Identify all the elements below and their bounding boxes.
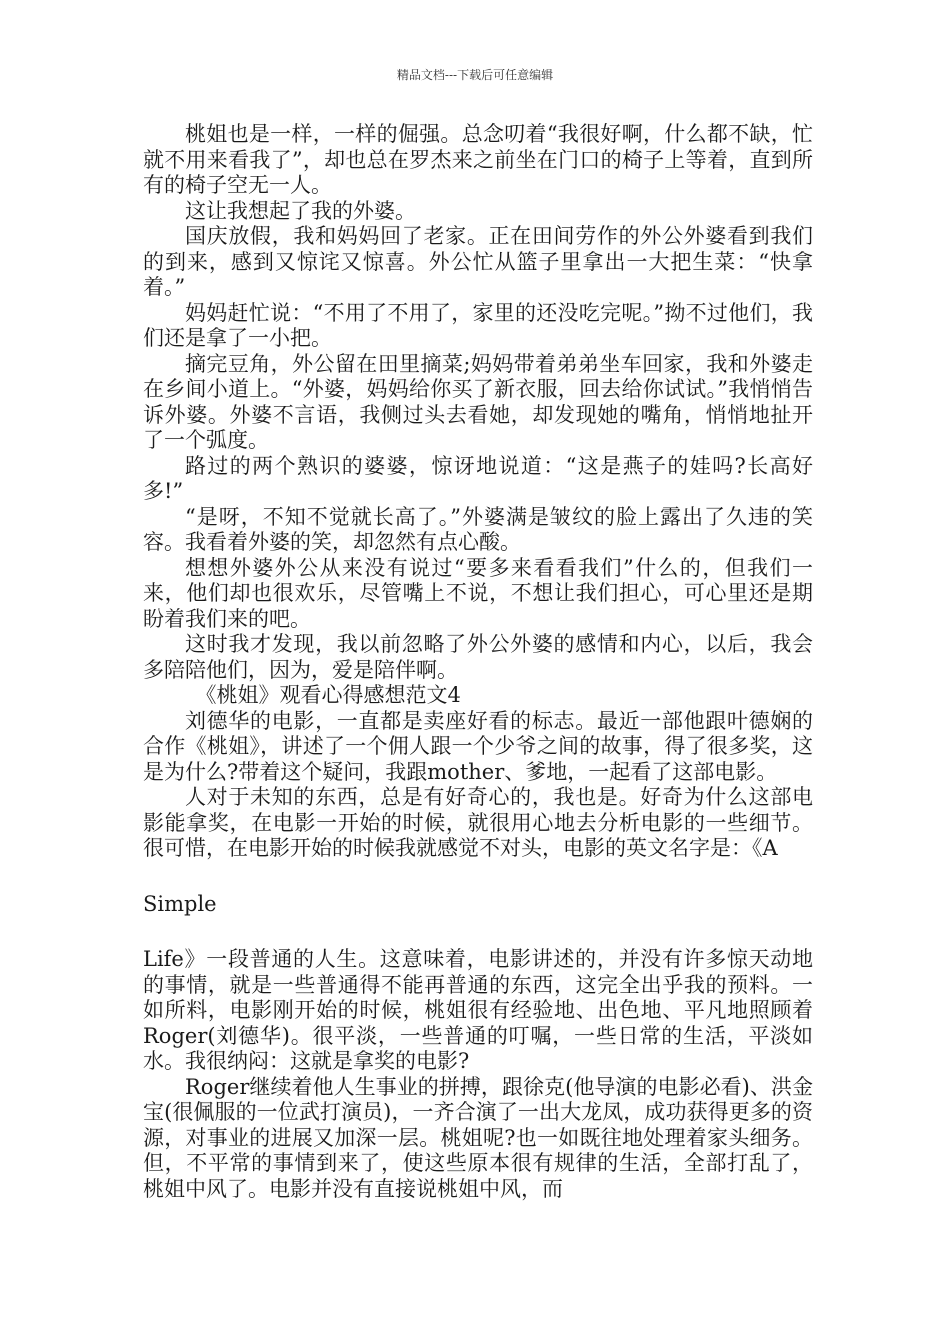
paragraph: 这让我想起了我的外婆。	[185, 198, 416, 223]
article-body	[143, 122, 813, 1202]
paragraph: 桃姐也是一样，一样的倔强。总念叨着“我很好啊，什么都不缺，忙就不用来看我了”，却也总在罗杰来之前坐在门口的椅子上等着，直到所有的椅子空无一人。	[143, 122, 813, 197]
paragraph: 这时我才发现，我以前忽略了外公外婆的感情和内心，以后，我会多陪陪他们，因为，爱是陪伴啊。	[143, 632, 813, 682]
paragraph: Roger继续着他人生事业的拼搏，跟徐克(他导演的电影必看)、洪金宝(很佩服的一位武打演员)，一齐合演了一出大龙凤，成功获得更多的资源，对事业的进展又加深一层。桃姐呢?也一如既往地处理着家头细务。但，不平常的事情到来了，使这些原本很有规律的生活，全部打乱了，桃姐中风了。电影并没有直接说桃姐中风，而	[143, 1074, 813, 1201]
paragraph: 想想外婆外公从来没有说过“要多来看看我们”什么的，但我们一来，他们却也很欢乐，尽管嘴上不说，不想让我们担心，可心里还是期盼着我们来的吧。	[143, 555, 813, 631]
paragraph: Life》一段普通的人生。这意味着，电影讲述的，并没有许多惊天动地的事情，就是一些普通得不能再普通的东西，这完全出乎我的预料。一如所料，电影刚开始的时候，桃姐很有经验地、出色地、平凡地照顾着Roger(刘德华)。很平淡，一些普通的叮嘱，一些日常的生活，平淡如水。我很纳闷：这就是拿奖的电影?	[143, 947, 813, 1073]
paragraph: 刘德华的电影，一直都是卖座好看的标志。最近一部他跟叶德娴的合作《桃姐》，讲述了一个佣人跟一个少爷之间的故事，得了很多奖，这是为什么?带着这个疑问，我跟mother、爹地，一起看了这部电影。	[143, 708, 813, 784]
section-title: 《桃姐》观看心得感想范文4	[195, 683, 461, 707]
paragraph: 摘完豆角，外公留在田里摘菜;妈妈带着弟弟坐车回家，我和外婆走在乡间小道上。“外婆，妈妈给你买了新衣服，回去给你试试。”我悄悄告诉外婆。外婆不言语，我侧过头去看她，却发现她的嘴角，悄悄地扯开了一个弧度。	[143, 351, 813, 452]
paragraph: 国庆放假，我和妈妈回了老家。正在田间劳作的外公外婆看到我们的到来，感到又惊诧又惊喜。外公忙从篮子里拿出一大把生菜：“快拿着。”	[143, 224, 813, 299]
page-header: 精品文档---下载后可任意编辑	[396, 68, 554, 82]
paragraph: Simple	[143, 891, 217, 916]
paragraph: 人对于未知的东西，总是有好奇心的，我也是。好奇为什么这部电影能拿奖，在电影一开始的时候，就很用心地去分析电影的一些细节。很可惜，在电影开始的时候我就感觉不对头，电影的英文名字是：《A	[143, 785, 813, 860]
paragraph: 妈妈赶忙说：“不用了不用了，家里的还没吃完呢。”拗不过他们，我们还是拿了一小把。	[143, 300, 813, 350]
paragraph: “是呀，不知不觉就长高了。”外婆满是皱纹的脸上露出了久违的笑容。我看着外婆的笑，却忽然有点心酸。	[143, 504, 813, 554]
paragraph: 路过的两个熟识的婆婆，惊讶地说道：“这是燕子的娃吗?长高好多!”	[143, 453, 813, 503]
